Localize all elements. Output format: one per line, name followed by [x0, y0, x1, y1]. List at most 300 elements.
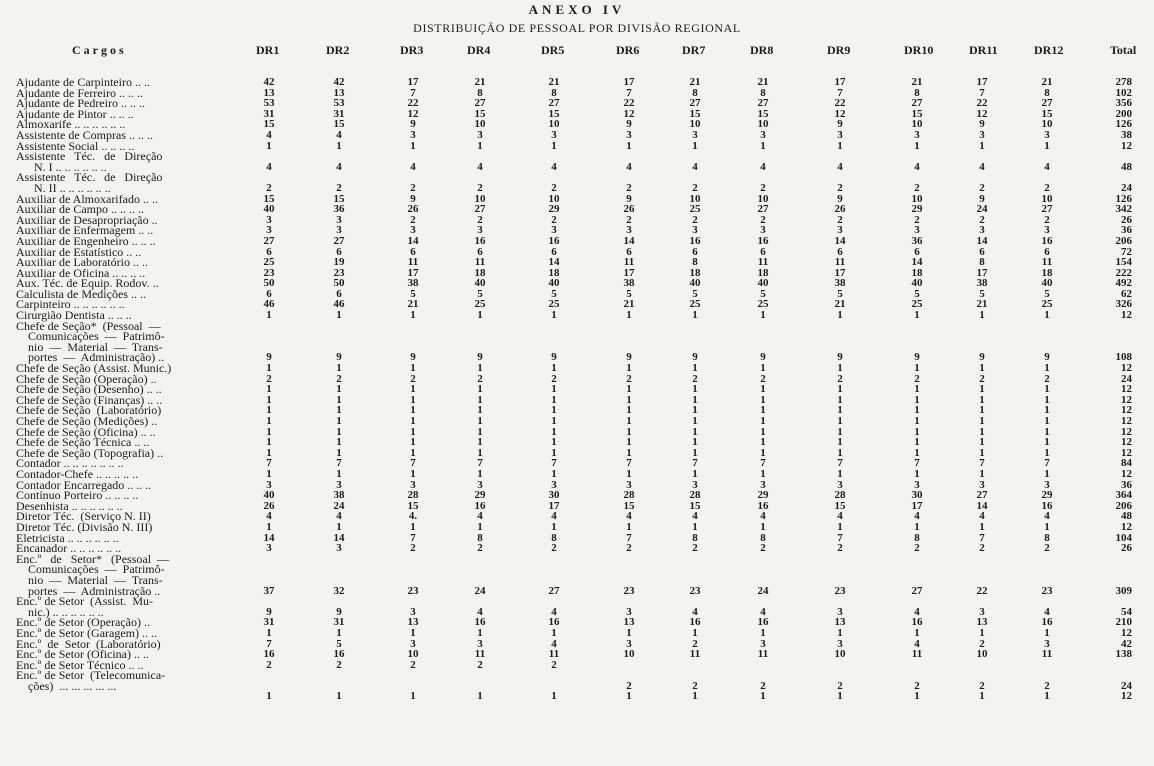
cell-dr11: 1 — [979, 415, 985, 428]
cell-dr9: 1 — [837, 383, 843, 396]
row-label-line: Chefe de Seção Técnica .. .. — [16, 435, 150, 450]
cell-dr5: 14 — [548, 256, 560, 269]
cell-dr8: 15 — [757, 107, 769, 120]
row-label-line: Auxiliar de Engenheiro .. .. .. — [16, 233, 156, 248]
cell-dr11: 2 — [979, 679, 985, 692]
cell-dr8: 16 — [757, 499, 769, 512]
cell-dr10: 4 — [914, 637, 920, 650]
row-label-line: Auxiliar de Enfermagem .. .. — [16, 223, 154, 238]
cell-total: 356 — [1115, 97, 1132, 110]
cell-dr3: 1 — [410, 362, 416, 375]
cell-dr3: 3 — [410, 128, 416, 141]
cell-dr7: 27 — [689, 97, 701, 110]
cell-dr4: 10 — [474, 118, 486, 131]
cell-dr1: 7 — [266, 637, 272, 650]
cell-dr11: 24 — [976, 203, 988, 216]
row-label-line: Enc.º de Setor (Operação) .. — [16, 615, 150, 630]
cell-dr2: 4 — [336, 128, 342, 141]
cell-dr9: 1 — [837, 467, 843, 480]
cell-dr4: 2 — [477, 372, 483, 385]
cell-dr11: 1 — [979, 425, 985, 438]
cell-dr11: 1 — [979, 690, 985, 703]
cell-dr11: 2 — [979, 542, 985, 555]
cell-dr5: 8 — [551, 86, 557, 99]
row-label-line: Ajudante de Pintor .. .. .. — [16, 106, 134, 121]
cell-dr9: 1 — [837, 309, 843, 322]
cell-dr8: 4 — [760, 605, 766, 618]
cell-dr4: 25 — [474, 298, 486, 311]
cell-dr9: 5 — [837, 287, 843, 300]
row-label-line: ções) ... ... ... ... ... — [16, 678, 117, 693]
cell-dr8: 16 — [757, 616, 769, 629]
cell-dr6: 1 — [626, 404, 632, 417]
cell-dr10: 1 — [914, 467, 920, 480]
cell-dr9: 1 — [837, 415, 843, 428]
cell-dr8: 1 — [760, 139, 766, 152]
cell-dr9: 23 — [834, 584, 846, 597]
table-row — [0, 466, 1154, 481]
cell-dr4: 4 — [477, 160, 483, 173]
cell-total: 72 — [1121, 245, 1132, 258]
cell-dr12: 4 — [1044, 605, 1050, 618]
row-label — [16, 670, 216, 691]
cell-dr12: 1 — [1044, 626, 1050, 639]
cell-dr6: 4 — [626, 510, 632, 523]
cell-dr7: 1 — [692, 436, 698, 449]
cell-total: 48 — [1121, 160, 1132, 173]
cell-dr7: 2 — [692, 542, 698, 555]
cell-dr9: 4 — [837, 160, 843, 173]
cell-dr10: 1 — [914, 309, 920, 322]
cell-total: 126 — [1115, 192, 1132, 205]
cell-dr1: 15 — [263, 192, 275, 205]
cell-dr12: 1 — [1044, 520, 1050, 533]
cell-dr8: 24 — [757, 584, 769, 597]
cell-dr10: 17 — [911, 499, 923, 512]
cell-dr7: 1 — [692, 139, 698, 152]
cell-dr9: 1 — [837, 362, 843, 375]
row-label-line: Enc.º de Setor (Laboratório) — [16, 636, 161, 651]
cell-dr1: 23 — [263, 266, 275, 279]
cell-dr5: 1 — [551, 436, 557, 449]
cell-dr12: 5 — [1044, 287, 1050, 300]
cell-dr5: 11 — [548, 648, 560, 661]
cell-total: 54 — [1121, 605, 1132, 618]
cell-dr10: 8 — [914, 86, 920, 99]
table-row — [0, 172, 1154, 193]
cell-dr8: 1 — [760, 626, 766, 639]
cell-dr3: 1 — [410, 393, 416, 406]
cell-dr5: 3 — [551, 128, 557, 141]
table-row — [0, 233, 1154, 248]
cell-dr2: 27 — [333, 234, 345, 247]
cell-dr11: 1 — [979, 362, 985, 375]
cell-dr6: 1 — [626, 362, 632, 375]
cell-total: 24 — [1121, 372, 1132, 385]
row-label-line: Auxiliar de Campo .. .. .. .. — [16, 202, 144, 217]
cell-dr4: 1 — [477, 362, 483, 375]
cell-dr4: 27 — [474, 97, 486, 110]
cell-dr4: 1 — [477, 446, 483, 459]
cell-dr10: 15 — [911, 107, 923, 120]
cell-dr6: 1 — [626, 425, 632, 438]
cell-total: 200 — [1115, 107, 1132, 120]
cell-dr2: 1 — [336, 520, 342, 533]
cell-dr5: 4 — [551, 160, 557, 173]
cell-dr10: 40 — [911, 277, 923, 290]
cell-dr6: 1 — [626, 139, 632, 152]
cell-dr6: 5 — [626, 287, 632, 300]
cell-total: 206 — [1115, 499, 1132, 512]
cell-dr4: 1 — [477, 393, 483, 406]
cell-dr4: 10 — [474, 192, 486, 205]
cell-dr12: 1 — [1044, 415, 1050, 428]
cell-dr4: 9 — [477, 351, 483, 364]
cell-total: 24 — [1121, 181, 1132, 194]
cell-dr1: 3 — [266, 478, 272, 491]
cell-dr6: 1 — [626, 415, 632, 428]
cell-total: 342 — [1115, 203, 1132, 216]
cell-dr11: 1 — [979, 404, 985, 417]
header-dr1: DR1 — [256, 43, 280, 57]
cell-dr2: 1 — [336, 393, 342, 406]
cell-dr4: 40 — [474, 277, 486, 290]
cell-dr7: 21 — [689, 76, 701, 88]
cell-dr1: 50 — [263, 277, 275, 290]
header-cargos: Cargos — [72, 43, 127, 57]
cell-dr10: 1 — [914, 690, 920, 703]
cell-dr3: 1 — [410, 436, 416, 449]
cell-dr3: 38 — [407, 277, 419, 290]
cell-dr12: 2 — [1044, 213, 1050, 226]
cell-dr2: 7 — [336, 457, 342, 470]
cell-dr6: 3 — [626, 128, 632, 141]
row-label-line: Diretor Téc. (Serviço N. II) — [16, 509, 151, 524]
cell-dr1: 1 — [266, 436, 272, 449]
cell-dr9: 1 — [837, 690, 843, 703]
cell-dr10: 2 — [914, 181, 920, 194]
table-row — [0, 649, 1154, 660]
cell-dr9: 9 — [837, 118, 843, 131]
cell-dr9: 10 — [834, 648, 846, 661]
cell-dr6: 14 — [623, 234, 635, 247]
cell-dr8: 9 — [760, 351, 766, 364]
cell-dr5: 2 — [551, 181, 557, 194]
row-label-line: Auxiliar de Desapropriação .. — [16, 212, 158, 227]
cell-total: 12 — [1121, 446, 1132, 459]
cell-total: 62 — [1121, 287, 1132, 300]
cell-dr5: 16 — [548, 616, 560, 629]
row-label-line: Auxiliar de Estatístico .. .. — [16, 244, 142, 259]
cell-dr1: 14 — [263, 531, 275, 544]
table-row — [0, 657, 1154, 672]
cell-dr12: 16 — [1041, 616, 1053, 629]
cell-dr1: 3 — [266, 224, 272, 237]
cell-dr10: 36 — [911, 234, 923, 247]
cell-dr7: 2 — [692, 181, 698, 194]
cell-dr9: 1 — [837, 404, 843, 417]
table-row — [0, 77, 1154, 88]
cell-dr6: 2 — [626, 213, 632, 226]
cell-dr2: 2 — [336, 372, 342, 385]
cell-dr12: 2 — [1044, 542, 1050, 555]
cell-dr11: 7 — [979, 86, 985, 99]
cell-dr8: 3 — [760, 224, 766, 237]
cell-dr2: 9 — [336, 351, 342, 364]
cell-dr1: 26 — [263, 499, 275, 512]
cell-dr2: 5 — [336, 637, 342, 650]
cell-dr3: 1 — [410, 690, 416, 703]
cell-dr2: 23 — [333, 266, 345, 279]
row-label-line: Enc.º de Setor Técnico .. .. — [16, 657, 144, 672]
cell-dr7: 4 — [692, 160, 698, 173]
cell-dr5: 29 — [548, 203, 560, 216]
cell-dr1: 40 — [263, 203, 275, 216]
cell-dr10: 8 — [914, 531, 920, 544]
cell-dr7: 16 — [689, 234, 701, 247]
cell-dr12: 7 — [1044, 457, 1050, 470]
header-dr12: DR12 — [1034, 43, 1064, 57]
cell-dr1: 15 — [263, 118, 275, 131]
cell-dr5: 1 — [551, 383, 557, 396]
cell-dr5: 30 — [548, 489, 560, 502]
cell-dr4: 1 — [477, 415, 483, 428]
row-label-line: Encanador .. .. .. .. .. .. — [16, 541, 122, 556]
cell-dr7: 18 — [689, 266, 701, 279]
cell-dr11: 9 — [979, 192, 985, 205]
cell-total: 12 — [1121, 690, 1132, 703]
cell-dr1: 4 — [266, 128, 272, 141]
cell-total: 12 — [1121, 425, 1132, 438]
cell-total: 12 — [1121, 404, 1132, 417]
cell-dr4: 3 — [477, 128, 483, 141]
cell-dr12: 11 — [1041, 648, 1053, 661]
cell-dr3: 12 — [407, 107, 419, 120]
cell-dr4: 8 — [477, 86, 483, 99]
cell-dr2: 4 — [336, 160, 342, 173]
cell-dr4: 21 — [474, 76, 486, 88]
cell-dr11: 1 — [979, 626, 985, 639]
cell-dr9: 7 — [837, 457, 843, 470]
cell-dr4: 1 — [477, 467, 483, 480]
cell-dr2: 36 — [333, 203, 345, 216]
cell-dr12: 4 — [1044, 510, 1050, 523]
cell-dr10: 1 — [914, 415, 920, 428]
cell-dr11: 17 — [976, 266, 988, 279]
cell-dr8: 1 — [760, 446, 766, 459]
cell-dr6: 3 — [626, 605, 632, 618]
cell-dr3: 15 — [407, 499, 419, 512]
cell-dr3: 1 — [410, 467, 416, 480]
cell-dr9: 1 — [837, 393, 843, 406]
cell-dr11: 9 — [979, 118, 985, 131]
cell-dr9: 1 — [837, 436, 843, 449]
cell-dr12: 1 — [1044, 139, 1050, 152]
cell-dr8: 3 — [760, 128, 766, 141]
cell-dr9: 26 — [834, 203, 846, 216]
cell-total: 154 — [1115, 256, 1132, 269]
cell-dr1: 16 — [263, 648, 275, 661]
row-label-line: N. I .. .. .. .. .. .. — [16, 159, 107, 174]
cell-dr10: 1 — [914, 436, 920, 449]
cell-dr7: 3 — [692, 478, 698, 491]
cell-dr12: 1 — [1044, 446, 1050, 459]
cell-dr11: 1 — [979, 139, 985, 152]
cell-total: 42 — [1121, 637, 1132, 650]
cell-dr1: 27 — [263, 234, 275, 247]
cell-dr10: 11 — [911, 648, 923, 661]
header-dr7: DR7 — [682, 43, 706, 57]
cell-dr5: 17 — [548, 499, 560, 512]
cell-dr5: 15 — [548, 107, 560, 120]
cell-dr8: 2 — [760, 213, 766, 226]
cell-dr6: 26 — [623, 203, 635, 216]
cell-dr4: 1 — [477, 139, 483, 152]
row-label-line: Comunicações — Patrimô- — [16, 329, 165, 344]
cell-dr2: 3 — [336, 213, 342, 226]
cell-dr7: 1 — [692, 520, 698, 533]
cell-dr7: 25 — [689, 203, 701, 216]
row-label-line: Diretor Téc. (Divisão N. III) — [16, 519, 153, 534]
cell-dr2: 1 — [336, 690, 342, 703]
cell-dr2: 16 — [333, 648, 345, 661]
cell-dr8: 1 — [760, 362, 766, 375]
cell-dr6: 1 — [626, 446, 632, 459]
cell-dr1: 1 — [266, 383, 272, 396]
cell-dr10: 1 — [914, 520, 920, 533]
cell-dr10: 7 — [914, 457, 920, 470]
cell-dr6: 2 — [626, 679, 632, 692]
cell-dr1: 1 — [266, 404, 272, 417]
cell-dr2: 9 — [336, 605, 342, 618]
cell-dr9: 28 — [834, 489, 846, 502]
table-row — [0, 691, 1154, 702]
row-label-line: Chefe de Seção (Operação) .. — [16, 371, 157, 386]
cell-dr4: 7 — [477, 457, 483, 470]
cell-dr4: 2 — [477, 542, 483, 555]
header-total: Total — [1110, 43, 1137, 57]
cell-dr4: 15 — [474, 107, 486, 120]
row-label-line: Assistente de Compras .. .. .. — [16, 127, 153, 142]
cell-dr12: 27 — [1041, 97, 1053, 110]
cell-dr8: 2 — [760, 372, 766, 385]
row-label-line: Desenhista .. .. .. .. .. .. — [16, 498, 123, 513]
cell-total: 26 — [1121, 213, 1132, 226]
cell-dr9: 17 — [834, 76, 846, 88]
cell-dr11: 38 — [976, 277, 988, 290]
cell-dr1: 1 — [266, 467, 272, 480]
row-label-line: Assistente Téc. de Direção — [16, 149, 163, 164]
cell-dr3: 1 — [410, 383, 416, 396]
cell-dr6: 28 — [623, 489, 635, 502]
cell-dr9: 3 — [837, 637, 843, 650]
cell-total: 210 — [1115, 616, 1132, 629]
table-row — [0, 543, 1154, 554]
cell-dr1: 53 — [263, 97, 275, 110]
cell-dr3: 3 — [410, 605, 416, 618]
cell-dr3: 10 — [407, 648, 419, 661]
cell-dr12: 15 — [1041, 107, 1053, 120]
cell-dr6: 10 — [623, 648, 635, 661]
cell-dr4: 11 — [474, 256, 486, 269]
cell-dr3: 7 — [410, 86, 416, 99]
row-label — [16, 596, 216, 617]
table-row — [0, 151, 1154, 172]
cell-dr3: 1 — [410, 139, 416, 152]
cell-dr1: 7 — [266, 457, 272, 470]
cell-dr7: 2 — [692, 679, 698, 692]
cell-dr11: 5 — [979, 287, 985, 300]
cell-dr2: 50 — [333, 277, 345, 290]
row-label-line: Eletricista .. .. .. .. .. .. — [16, 530, 119, 545]
cell-dr6: 1 — [626, 467, 632, 480]
cell-dr5: 2 — [551, 213, 557, 226]
cell-dr5: 3 — [551, 478, 557, 491]
cell-dr1: 1 — [266, 393, 272, 406]
row-label-line: Assistente Téc. de Direção — [16, 170, 163, 185]
cell-dr8: 1 — [760, 393, 766, 406]
cell-dr12: 1 — [1044, 404, 1050, 417]
cell-dr5: 1 — [551, 309, 557, 322]
cell-dr11: 7 — [979, 531, 985, 544]
cell-dr11: 4 — [979, 160, 985, 173]
cell-dr9: 2 — [837, 372, 843, 385]
cell-dr2: 46 — [333, 298, 345, 311]
row-label-line: Chefe de Seção (Laboratório) — [16, 403, 162, 418]
cell-dr4: 3 — [477, 637, 483, 650]
cell-dr9: 22 — [834, 97, 846, 110]
cell-dr6: 7 — [626, 86, 632, 99]
cell-dr9: 1 — [837, 520, 843, 533]
row-label-line: Ajudante de Carpinteiro .. .. — [16, 75, 150, 89]
cell-dr11: 1 — [979, 436, 985, 449]
cell-dr12: 3 — [1044, 128, 1050, 141]
cell-dr8: 4 — [760, 510, 766, 523]
cell-dr11: 1 — [979, 467, 985, 480]
cell-dr3: 3 — [410, 637, 416, 650]
cell-dr2: 1 — [336, 309, 342, 322]
cell-dr12: 23 — [1041, 584, 1053, 597]
cell-dr10: 16 — [911, 616, 923, 629]
cell-dr8: 18 — [757, 266, 769, 279]
cell-dr6: 21 — [623, 298, 635, 311]
cell-dr8: 27 — [757, 203, 769, 216]
cell-total: 102 — [1115, 86, 1132, 99]
cell-dr11: 7 — [979, 457, 985, 470]
cell-dr3: 2 — [410, 181, 416, 194]
cell-dr12: 1 — [1044, 362, 1050, 375]
cell-dr7: 5 — [692, 287, 698, 300]
row-label-line: Ajudante de Ferreiro .. .. .. — [16, 85, 143, 100]
cell-dr1: 2 — [266, 181, 272, 194]
row-label-line: Ajudante de Pedreiro .. .. .. — [16, 96, 145, 111]
cell-dr4: 16 — [474, 499, 486, 512]
cell-dr7: 8 — [692, 86, 698, 99]
cell-dr6: 23 — [623, 584, 635, 597]
cell-dr5: 1 — [551, 626, 557, 639]
cell-dr4: 4 — [477, 510, 483, 523]
cell-dr7: 11 — [689, 648, 701, 661]
cell-dr4: 1 — [477, 520, 483, 533]
cell-dr4: 1 — [477, 383, 483, 396]
cell-dr5: 1 — [551, 362, 557, 375]
cell-dr11: 2 — [979, 213, 985, 226]
cell-dr9: 3 — [837, 224, 843, 237]
cell-dr11: 3 — [979, 478, 985, 491]
cell-dr12: 1 — [1044, 467, 1050, 480]
cell-dr12: 8 — [1044, 86, 1050, 99]
cell-dr11: 12 — [976, 107, 988, 120]
